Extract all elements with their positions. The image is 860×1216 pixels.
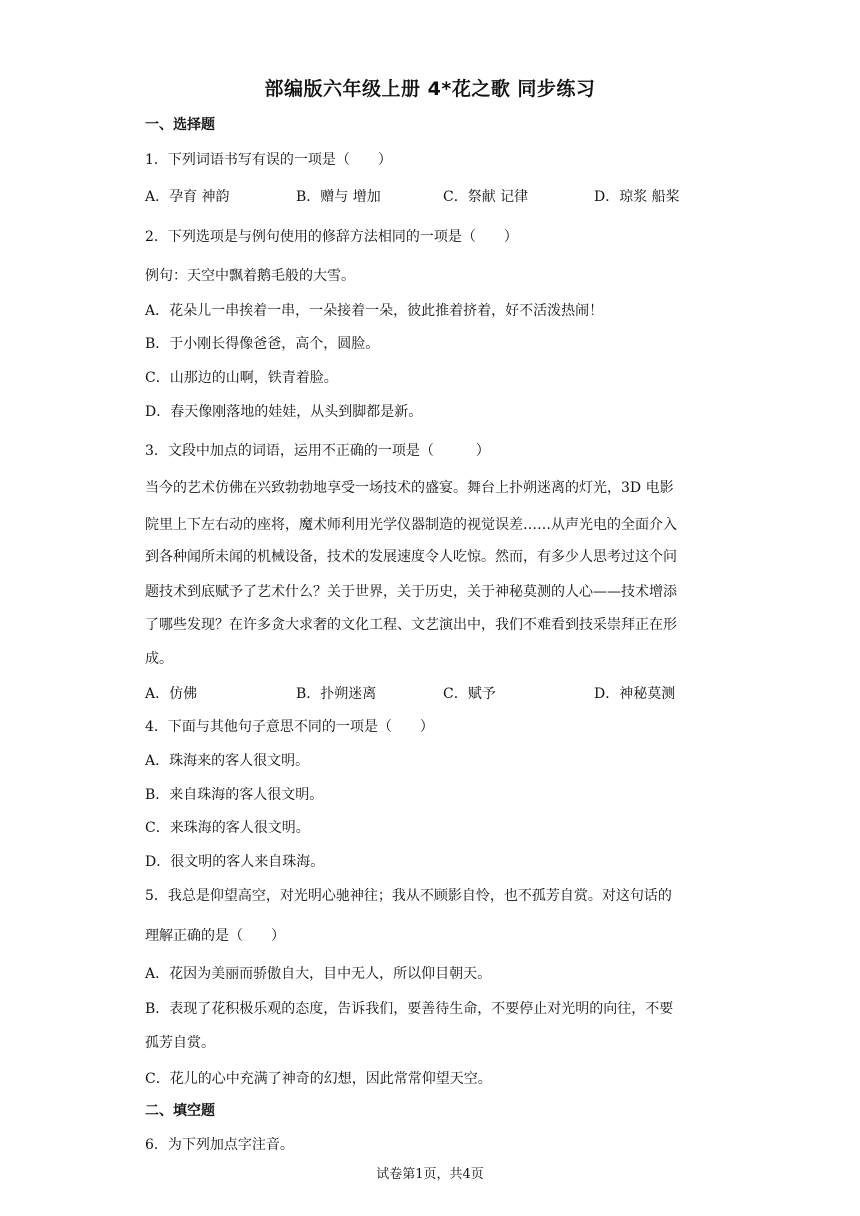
question-1-options xyxy=(145,186,745,204)
question-3-option-c: C．赋予 xyxy=(443,686,496,702)
question-4-option-d: D．很文明的客人来自珠海。 xyxy=(145,854,325,870)
question-6-stem: 6．为下列加点字注音。 xyxy=(145,1137,294,1153)
question-3-passage-line: 当今的艺术仿佛在兴致勃勃地享受一场技术的盛宴。舞台上扑朔迷离的灯光，3D 电影 xyxy=(145,480,674,496)
question-3-option-b: B．扑朔迷离 xyxy=(296,686,377,702)
question-5-option-b: B．表现了花积极乐观的态度，告诉我们，要善待生命，不要停止对光明的向往，不要 xyxy=(145,1001,674,1017)
question-3-option-d: D．神秘莫测 xyxy=(594,686,676,702)
question-2-option-c: C．山那边的山啊，铁青着脸。 xyxy=(145,370,338,386)
question-1-option-d: D．琼浆 船桨 xyxy=(594,189,680,205)
question-3-passage-line: 成。 xyxy=(145,651,173,667)
question-4-option-b: B．来自珠海的客人很文明。 xyxy=(145,787,324,803)
question-5-stem-line: 5．我总是仰望高空，对光明心驰神往；我从不顾影自怜，也不孤芳自赏。对这句话的 xyxy=(145,888,672,904)
question-5-option-b-continued: 孤芳自赏。 xyxy=(145,1035,215,1051)
question-4-option-a: A．珠海来的客人很文明。 xyxy=(145,753,310,769)
page-title: 部编版六年级上册 4*花之歌 同步练习 xyxy=(264,78,596,100)
question-3-options xyxy=(145,683,745,701)
question-2-stem: 2．下列选项是与例句使用的修辞方法相同的一项是（ ） xyxy=(145,229,518,245)
question-4-option-c: C．来珠海的客人很文明。 xyxy=(145,820,310,836)
question-5-option-c: C．花儿的心中充满了神奇的幻想，因此常常仰望天空。 xyxy=(145,1071,492,1087)
question-5-stem-line: 理解正确的是（ ） xyxy=(145,928,285,944)
question-2-option-b: B．于小刚长得像爸爸，高个，圆脸。 xyxy=(145,336,380,352)
question-4-stem: 4．下面与其他句子意思不同的一项是（ ） xyxy=(145,719,434,735)
question-3-passage-line: 院里上下左右动的座将，魔术师利用光学仪器制造的视觉误差……从声光电的全面介入 xyxy=(145,517,677,533)
question-2-option-d: D．春天像刚落地的娃娃，从头到脚都是新。 xyxy=(145,404,423,420)
question-2-option-a: A．花朵儿一串挨着一串，一朵接着一朵，彼此推着挤着，好不活泼热闹！ xyxy=(145,303,604,319)
question-3-passage-line: 了哪些发现？在许多贪大求奢的文化工程、文艺演出中，我们不难看到技采崇拜正在形 xyxy=(145,617,677,633)
question-2-example: 例句：天空中飘着鹅毛般的大雪。 xyxy=(145,268,355,284)
page-footer: 试卷第1页，共4页 xyxy=(376,1167,484,1182)
question-1-option-a: A．孕育 神韵 xyxy=(145,189,230,205)
section-heading-choice: 一、选择题 xyxy=(145,117,215,133)
question-3-passage-line: 到各种闻所未闻的机械设备，技术的发展速度令人吃惊。然而，有多少人思考过这个问 xyxy=(145,549,677,565)
question-3-stem: 3．文段中加点的词语，运用不正确的一项是（ ） xyxy=(145,443,490,459)
question-3-passage-line: 题技术到底赋予了艺术什么？关于世界，关于历史，关于神秘莫测的人心——技术增添 xyxy=(145,584,677,600)
section-heading-fill: 二、填空题 xyxy=(145,1103,215,1119)
question-1-stem: 1．下列词语书写有误的一项是（ ） xyxy=(145,152,392,168)
question-1-option-b: B．赠与 增加 xyxy=(296,189,381,205)
question-5-option-a: A．花因为美丽而骄傲自大，目中无人，所以仰目朝天。 xyxy=(145,966,492,982)
question-3-option-a: A．仿佛 xyxy=(145,686,198,702)
question-1-option-c: C．祭献 记律 xyxy=(443,189,529,205)
